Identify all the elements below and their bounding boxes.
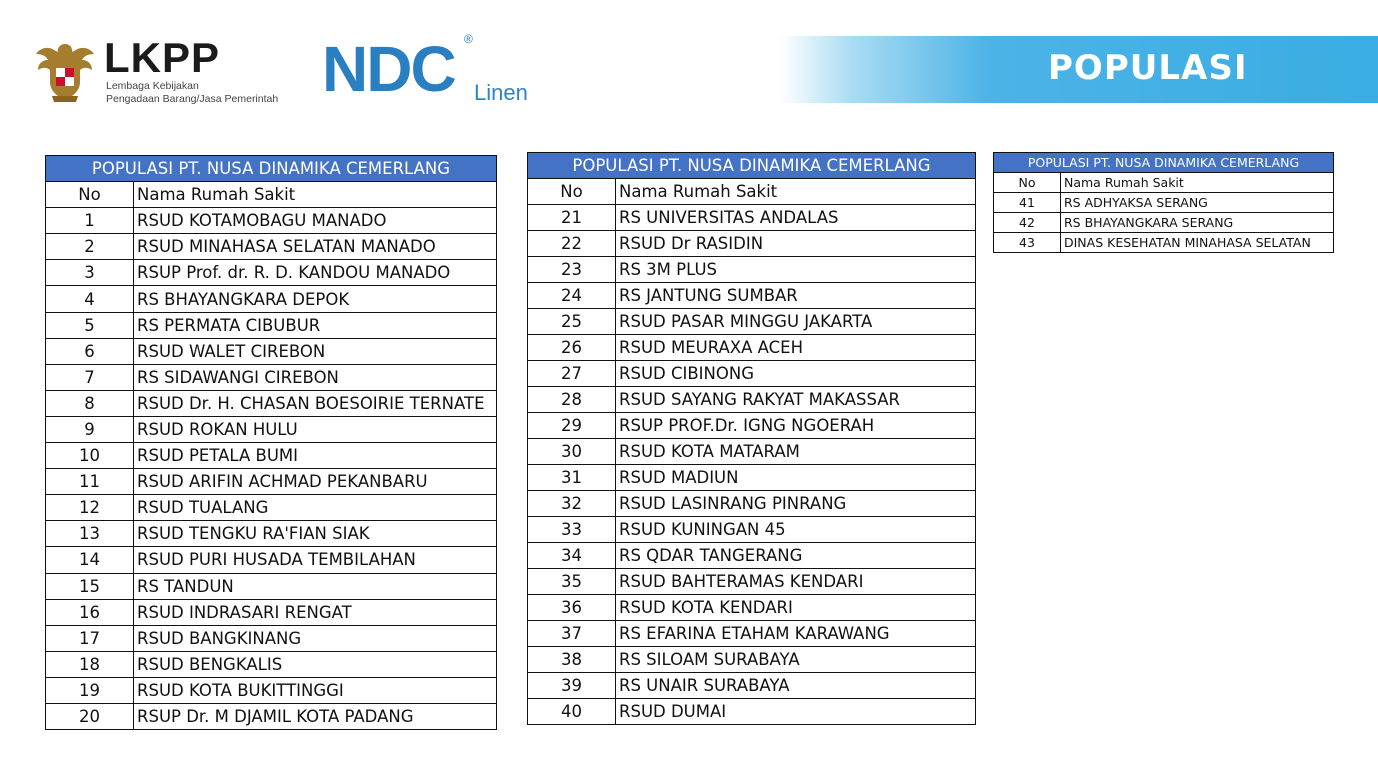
registered-mark: ® [464, 32, 473, 46]
table-row [994, 213, 1334, 233]
table-row [46, 390, 497, 416]
row-number: 43 [994, 233, 1061, 253]
table-row [528, 465, 976, 491]
row-number: 20 [46, 703, 134, 729]
table-row [46, 364, 497, 390]
row-number: 32 [528, 491, 616, 517]
row-number: 16 [46, 599, 134, 625]
table-row [528, 205, 976, 231]
hospital-name: RSUD KUNINGAN 45 [616, 517, 976, 543]
row-number: 40 [528, 699, 616, 725]
table-row [46, 495, 497, 521]
column-header-no: No [528, 179, 616, 205]
population-table-2 [527, 152, 976, 725]
table-row [528, 647, 976, 673]
row-number: 24 [528, 283, 616, 309]
row-number: 30 [528, 439, 616, 465]
row-number: 18 [46, 651, 134, 677]
table-row [528, 413, 976, 439]
table-row [528, 257, 976, 283]
hospital-name: RSUD LASINRANG PINRANG [616, 491, 976, 517]
lkpp-subtitle: Lembaga Kebijakan Pengadaan Barang/Jasa Pemerintah [106, 80, 279, 105]
hospital-name: RSUD PETALA BUMI [134, 443, 497, 469]
table-row [528, 309, 976, 335]
table-row [46, 208, 497, 234]
title-banner [780, 36, 1378, 103]
column-header-name: Nama Rumah Sakit [616, 179, 976, 205]
table-row [46, 260, 497, 286]
row-number: 17 [46, 625, 134, 651]
hospital-name: RSUD MADIUN [616, 465, 976, 491]
table-row [994, 233, 1334, 253]
table-row [46, 625, 497, 651]
column-header-name: Nama Rumah Sakit [134, 182, 497, 208]
row-number: 6 [46, 338, 134, 364]
table-row [528, 491, 976, 517]
table-row [46, 416, 497, 442]
row-number: 9 [46, 416, 134, 442]
hospital-name: RSUD TENGKU RA'FIAN SIAK [134, 521, 497, 547]
row-number: 41 [994, 193, 1061, 213]
table-title: POPULASI PT. NUSA DINAMIKA CEMERLANG [46, 156, 497, 182]
hospital-name: RSUD PASAR MINGGU JAKARTA [616, 309, 976, 335]
table-row [46, 338, 497, 364]
ndc-wordmark: NDC [322, 33, 455, 105]
table-row [528, 231, 976, 257]
hospital-name: RS TANDUN [134, 573, 497, 599]
table-row [528, 335, 976, 361]
row-number: 7 [46, 364, 134, 390]
table-row [528, 387, 976, 413]
row-number: 29 [528, 413, 616, 439]
row-number: 31 [528, 465, 616, 491]
row-number: 37 [528, 621, 616, 647]
table-row [46, 312, 497, 338]
ndc-logo [322, 32, 542, 110]
row-number: 8 [46, 390, 134, 416]
hospital-name: RSUD MEURAXA ACEH [616, 335, 976, 361]
table-row [46, 651, 497, 677]
hospital-name: RSUP Prof. dr. R. D. KANDOU MANADO [134, 260, 497, 286]
row-number: 12 [46, 495, 134, 521]
hospital-name: RSUD BENGKALIS [134, 651, 497, 677]
hospital-name: RS BHAYANGKARA SERANG [1061, 213, 1334, 233]
table-row [528, 699, 976, 725]
table-row [528, 621, 976, 647]
table-row [46, 703, 497, 729]
table-title: POPULASI PT. NUSA DINAMIKA CEMERLANG [994, 153, 1334, 173]
hospital-name: RS EFARINA ETAHAM KARAWANG [616, 621, 976, 647]
row-number: 42 [994, 213, 1061, 233]
hospital-name: RSUD BAHTERAMAS KENDARI [616, 569, 976, 595]
table-row [994, 193, 1334, 213]
row-number: 19 [46, 677, 134, 703]
row-number: 3 [46, 260, 134, 286]
hospital-name: RSUD TUALANG [134, 495, 497, 521]
column-header-no: No [994, 173, 1061, 193]
hospital-name: RS UNIVERSITAS ANDALAS [616, 205, 976, 231]
row-number: 21 [528, 205, 616, 231]
hospital-name: RSUD KOTAMOBAGU MANADO [134, 208, 497, 234]
row-number: 26 [528, 335, 616, 361]
table-row [528, 517, 976, 543]
hospital-name: RSUD ARIFIN ACHMAD PEKANBARU [134, 469, 497, 495]
table-row [46, 521, 497, 547]
hospital-name: RS 3M PLUS [616, 257, 976, 283]
ndc-linen-label: Linen [474, 80, 528, 105]
hospital-name: RSUP PROF.Dr. IGNG NGOERAH [616, 413, 976, 439]
table-row [46, 469, 497, 495]
hospital-name: RSUD Dr. H. CHASAN BOESOIRIE TERNATE [134, 390, 497, 416]
hospital-name: RSUD PURI HUSADA TEMBILAHAN [134, 547, 497, 573]
table-row [46, 573, 497, 599]
row-number: 15 [46, 573, 134, 599]
hospital-name: RSUD BANGKINANG [134, 625, 497, 651]
row-number: 34 [528, 543, 616, 569]
hospital-name: RSUD ROKAN HULU [134, 416, 497, 442]
hospital-name: RSUD CIBINONG [616, 361, 976, 387]
row-number: 38 [528, 647, 616, 673]
row-number: 28 [528, 387, 616, 413]
row-number: 11 [46, 469, 134, 495]
table-row [528, 673, 976, 699]
row-number: 23 [528, 257, 616, 283]
hospital-name: RS ADHYAKSA SERANG [1061, 193, 1334, 213]
page-title: POPULASI [1048, 48, 1248, 88]
hospital-name: RSUD DUMAI [616, 699, 976, 725]
hospital-name: DINAS KESEHATAN MINAHASA SELATAN [1061, 233, 1334, 253]
row-number: 25 [528, 309, 616, 335]
table-title: POPULASI PT. NUSA DINAMIKA CEMERLANG [528, 153, 976, 179]
table-row [528, 543, 976, 569]
hospital-name: RSUP Dr. M DJAMIL KOTA PADANG [134, 703, 497, 729]
table-row [46, 286, 497, 312]
hospital-name: RS JANTUNG SUMBAR [616, 283, 976, 309]
hospital-name: RSUD KOTA MATARAM [616, 439, 976, 465]
row-number: 33 [528, 517, 616, 543]
row-number: 39 [528, 673, 616, 699]
table-row [46, 547, 497, 573]
row-number: 36 [528, 595, 616, 621]
table-row [46, 599, 497, 625]
row-number: 4 [46, 286, 134, 312]
table-row [46, 443, 497, 469]
table-row [46, 234, 497, 260]
hospital-name: RSUD INDRASARI RENGAT [134, 599, 497, 625]
population-table-3 [993, 152, 1334, 253]
hospital-name: RSUD SAYANG RAKYAT MAKASSAR [616, 387, 976, 413]
hospital-name: RS QDAR TANGERANG [616, 543, 976, 569]
hospital-name: RSUD KOTA BUKITTINGGI [134, 677, 497, 703]
row-number: 2 [46, 234, 134, 260]
hospital-name: RS BHAYANGKARA DEPOK [134, 286, 497, 312]
row-number: 22 [528, 231, 616, 257]
population-table-1 [45, 155, 497, 730]
hospital-name: RS UNAIR SURABAYA [616, 673, 976, 699]
hospital-name: RSUD WALET CIREBON [134, 338, 497, 364]
column-header-name: Nama Rumah Sakit [1061, 173, 1334, 193]
hospital-name: RSUD MINAHASA SELATAN MANADO [134, 234, 497, 260]
row-number: 35 [528, 569, 616, 595]
table-row [528, 595, 976, 621]
row-number: 27 [528, 361, 616, 387]
hospital-name: RS PERMATA CIBUBUR [134, 312, 497, 338]
hospital-name: RS SIDAWANGI CIREBON [134, 364, 497, 390]
table-row [528, 569, 976, 595]
hospital-name: RSUD Dr RASIDIN [616, 231, 976, 257]
row-number: 14 [46, 547, 134, 573]
lkpp-logo [34, 36, 314, 108]
table-row [528, 283, 976, 309]
table-row [528, 439, 976, 465]
row-number: 13 [46, 521, 134, 547]
row-number: 10 [46, 443, 134, 469]
hospital-name: RSUD KOTA KENDARI [616, 595, 976, 621]
lkpp-wordmark: LKPP [104, 34, 221, 81]
column-header-no: No [46, 182, 134, 208]
row-number: 5 [46, 312, 134, 338]
row-number: 1 [46, 208, 134, 234]
hospital-name: RS SILOAM SURABAYA [616, 647, 976, 673]
table-row [46, 677, 497, 703]
garuda-emblem-icon [34, 38, 96, 104]
table-row [528, 361, 976, 387]
